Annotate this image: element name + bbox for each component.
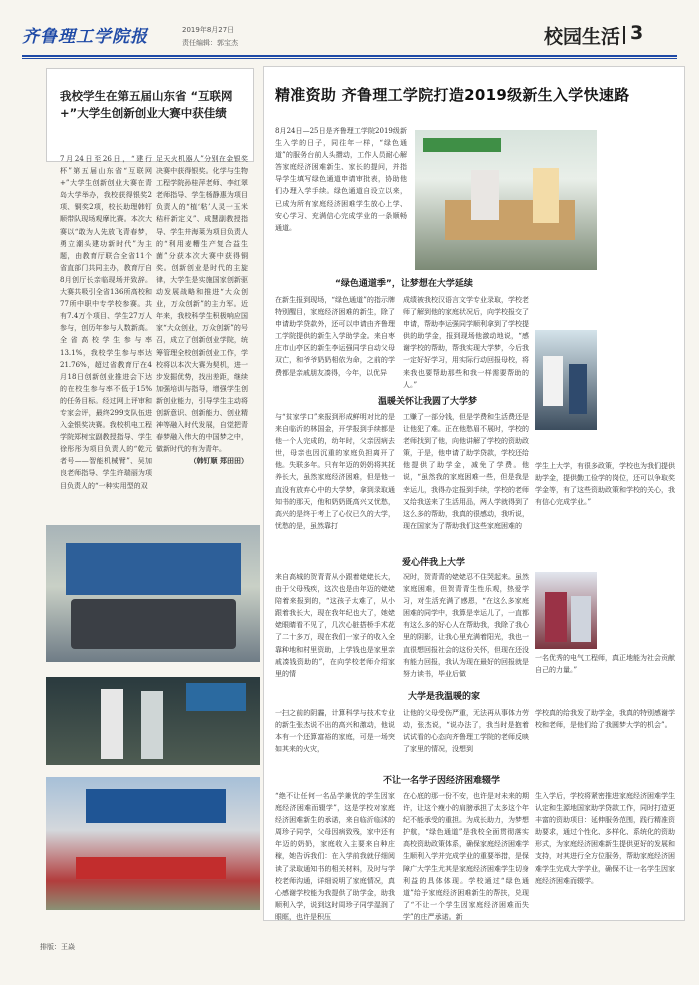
section1-col-a: 在新生报到现场，“绿色通道”的指示牌特别醒目，家庭经济困难的新生，除了申请助学贷款外，还可以申请由齐鲁理工学院提供的新生入学助学金。来自枣庄市山亭区的新生李运强同学自动父母双亡，和爷爷奶奶相依为命，之前的学费都是亲戚朋友凑得，今年，以优异 bbox=[275, 296, 395, 377]
section4-col-c: 学校真的给我发了助学金，我真的特别感谢学校和老师，是他们给了我圆梦大学的机会”。 bbox=[535, 709, 675, 730]
section-heading-3: 爱心伴我上大学 bbox=[402, 558, 466, 568]
photo-green-channel-desk bbox=[415, 130, 597, 270]
left-article-title: 我校学生在第五届山东省 “互联网+”大学生创新创业大赛中获佳绩 bbox=[60, 89, 233, 120]
left-article-col2-text: 足天火机器人”分别在金银奖决赛中获得银奖。化学与生物工程学院孙桂萍老师、李红翠老师指导、学生杨静惠为项目负责人的“植‘粘’人灵一玉米秸秆新定义”、成慧副教授指导、学生井海莱为项目负责人的“利用麦糟生产复合益生菌”分获本次大赛中获得铜奖。创新创业是时代的主旋律，大学生是实施国家创新驱动发展战略和推进“大众创业，万众创新”的主力军。近年来，我校科学生积极响应国家“大众创业，万众创新”的号召，成立了创新创业学院，统筹管理全校创新创业工作，学校将以本次大赛为契机，进一步发掘优势，找出差距，继续加强培训与指导，增强学生创新创业能力，引导学生主动将创新意识、创新能力、创业精神等融入时代发展，自觉把青春梦融入伟大的中国梦之中，做新时代的有为青年。 bbox=[156, 155, 248, 454]
newspaper-masthead: 齐鲁理工学院报 bbox=[22, 27, 148, 47]
header-rule bbox=[22, 55, 677, 57]
section3-quote: 一名优秀的电气工程师，真正地能为社会贡献自己的力量。” bbox=[535, 654, 675, 675]
section3-col-a: 来自高城的贺青青从小跟着姥姥长大，由于父母残疾，这次也是由年迈的姥姥陪着来报到的，“这孩子太难了，从小跟着我长大，现在我年纪也大了，她姥姥眼睛看不见了，几次心脏搭桥手术花了二十多万，现在我们一家子的收入全靠种地和村里资助，上学钱也是家里亲戚凑钱资助的”，在向学校老师介绍家里的情 bbox=[275, 573, 395, 678]
section-divider bbox=[623, 26, 625, 44]
responsible-editor: 责任编辑：郭宝杰 bbox=[182, 39, 238, 47]
section-heading-2: 温暖关怀让我圆了大学梦 bbox=[378, 397, 478, 407]
header-rule-thin bbox=[22, 58, 677, 59]
photo-award-ceremony bbox=[46, 525, 260, 662]
section1-col-b: 成绩被我校汉语言文学专业录取，学校老师了解到他的家庭状况后，向学校报交了申请，帮助李运强同学顺利拿到了学校提供的助学金，报到现场他激动地说，“感谢学校的帮助，帮我实现大学梦，今后我一定好好学习，用实际行动回报母校，将来我也要帮助那些和我一样需要帮助的人。” bbox=[403, 296, 529, 389]
left-article-col1: 7月24日至26日，“建行杯”第五届山东省“互联网+”大学生创新创业大赛在青岛大学举办，我校获得银奖2项、铜奖2项，校长助理韩钉顺带队现场观摩比赛。本次大赛以“敢为人先放飞青春梦，勇立潮头建功新时代”为主题，由教育厅联合全省11个省直部门共同主办，教育厅自8月创厅长亲临现场并致辞。大赛共吸引全省136所高校和77所中职中专学校参赛。共有7.4万个项目、学生27万人参与，创历年参与人数新高。全省高校学生参与率13.1%，我校学生参与率达21.76%，超过省教育厅在4月18日创新创业推进会下达的在校生参与率不低于15%的任务目标。经过网上评审和专家会评，最终299支队伍进入金银奖决赛。我校机电工程学院郑树宝副教授指导、学生徐彤彤为项目负责人的“乾元者号——智能机械臂”、吴加良老师指导、学生许瑞丽为项目负责人的“一种实用型的双 bbox=[60, 155, 152, 490]
section4-col-b: 让他的父母受伤严重，无法再从事体力劳动，张杰说，“说办法了，我当时是抱着试试看的心态向齐鲁理工学院的老师反映了家里的情况，没想到 bbox=[403, 709, 529, 754]
section-heading-1: “绿色通道季”，让梦想在大学延续 bbox=[335, 279, 473, 289]
photo-student-with-grandmother bbox=[535, 572, 597, 649]
photo-team-banner bbox=[46, 777, 260, 910]
layout-editor-credit: 排版：王焱 bbox=[40, 943, 75, 951]
left-article-byline: （韩钉顺 郑田田） bbox=[189, 456, 248, 466]
section2-col-a: 与“贫家学口”来报到形成鲜明对比的是来自临沂的林国金，开学报到手续都是他一个人完成的，幼年时，父亲因病去世，母亲也因沉重的家庭负担离开了他。失联多年。只有年迈的奶奶将其抚养长大，虽然家庭经济困难，但是他一直没有放弃心中的大学梦，拿到录取通知书的那天，他和奶奶既高兴又忧愁，高兴的是终于考上了心仪已久的大学，忧愁的是，虽然靠打 bbox=[275, 413, 395, 530]
left-article-col2 bbox=[156, 153, 248, 467]
right-article-title: 精准资助 齐鲁理工学院打造2019级新生入学快速路 bbox=[275, 86, 630, 104]
section5-col-a: “绝不让任何一名品学兼优的学生因家庭经济困难而辍学”，这是学校对家庭经济困难新生的承诺，来自临沂临沭的周珍子同学，父母因病致残，家中还有年迈的奶奶，家庭收入主要来自种庄稼，她告诉我们：在入学前我就仔细阅读了录取通知书的相关材料，及时与学校老师沟通，详细说明了家庭情况，真心感谢学校能为我提供了助学金，助我顺利入学，说到这时周珍子同学湿润了眼眶，也许是积压 bbox=[275, 792, 395, 921]
section2-col-b: 工赚了一部分钱，但是学费和生活费还是让他犯了难。正在他愁眉不展时，学校的老师找到了他，向他讲解了学校的资助政策，于是，他申请了助学贷款，学校还给他提供了助学金，减免了学费。他说，“虽然我的家庭困难一些，但是我是幸运儿，我得办定报到手续，学校的老师又给我送来了生活用品，两人学就得到了这么多的帮助，我真的很感动，我听说，现在国家为了帮助我们这些家庭困难的 bbox=[403, 413, 529, 530]
photo-two-teachers bbox=[46, 677, 260, 765]
section-heading-4: 大学是我温暖的家 bbox=[408, 692, 481, 702]
section-heading-5: 不让一名学子因经济困难辍学 bbox=[383, 776, 501, 786]
issue-date: 2019年8月27日 bbox=[182, 26, 235, 34]
section4-col-a: 一扫之前的阴霾，计算科学与技术专业的新生张杰说不出的高兴和激动，他说本有一个还算富裕的家庭，可是一场突如其来的火灾， bbox=[275, 709, 395, 754]
page-number: 3 bbox=[630, 22, 644, 44]
section5-col-b: 在心底的那一份不安，也许是对未来的期许，让这个瘦小的肩膀承担了太多这个年纪不能承受的重担。为成长助力，为梦想护航，“绿色通道”是我校全面贯彻落实高校资助政策体系，确保家庭经济困难学生顺利入学并完成学业的重要举措，是保障广大学生尤其是家庭经济困难学生切身利益的具体体现。学校通过“绿色通道”给予家庭经济困难新生的帮扶，兑现了“不让一个学生因家庭经济困难而失学”的庄严承诺。新 bbox=[403, 792, 529, 921]
right-article-lead: 8月24日—25日是齐鲁理工学院2019级新生入学的日子，同往年一样，“绿色通道”的服务台前人头攒动，工作人员耐心解答家庭经济困难新生、家长的提问，并指导学生填写绿色通道申请审批表，协助他们办理入学手续。绿色通道自设立以来，已成为所有家庭经济困难学生放心上学、安心学习、充满信心完成学业的一条顺畅通道。 bbox=[275, 127, 407, 232]
photo-student-registration bbox=[535, 330, 597, 430]
section3-col-b: 况时，贺青青的姥姥忍不住哭起来。虽然家庭困难，但贺青青生性乐观，热爱学习，对生活充满了感恩，“在这么多家庭困难的同学中，我算是幸运儿了，一直都有这么多的好心人在帮助我，我除了我心里的阴影，让我心里充满着阳光，我也一直很想回报社会的这份关怀，但现在还没有能力回报，我认为现在最好的回报就是努力读书，毕业后做 bbox=[403, 573, 529, 678]
section-title: 校园生活 bbox=[544, 26, 621, 48]
section2-quote: 学生上大学，有很多政策，学校也为我们提供助学金，提供勤工俭学的岗位，还可以争取奖学金等，有了这些资助政策和学校的关心，我有信心完成学业。” bbox=[535, 462, 675, 507]
section5-col-c: 生入学后，学校将紧密推进家庭经济困难学生认定和生源地国家助学贷款工作，同时打造更丰富的资助项目：延伸服务范围，践行精准资助要求，通过个性化、多样化、系统化的资助形式，为家庭经济困难新生提供更好的发展和支持，对其进行全方位服务，帮助家庭经济困难学生完成大学学业，确保不让一名学生因家庭经济困难而辍学。 bbox=[535, 792, 675, 885]
